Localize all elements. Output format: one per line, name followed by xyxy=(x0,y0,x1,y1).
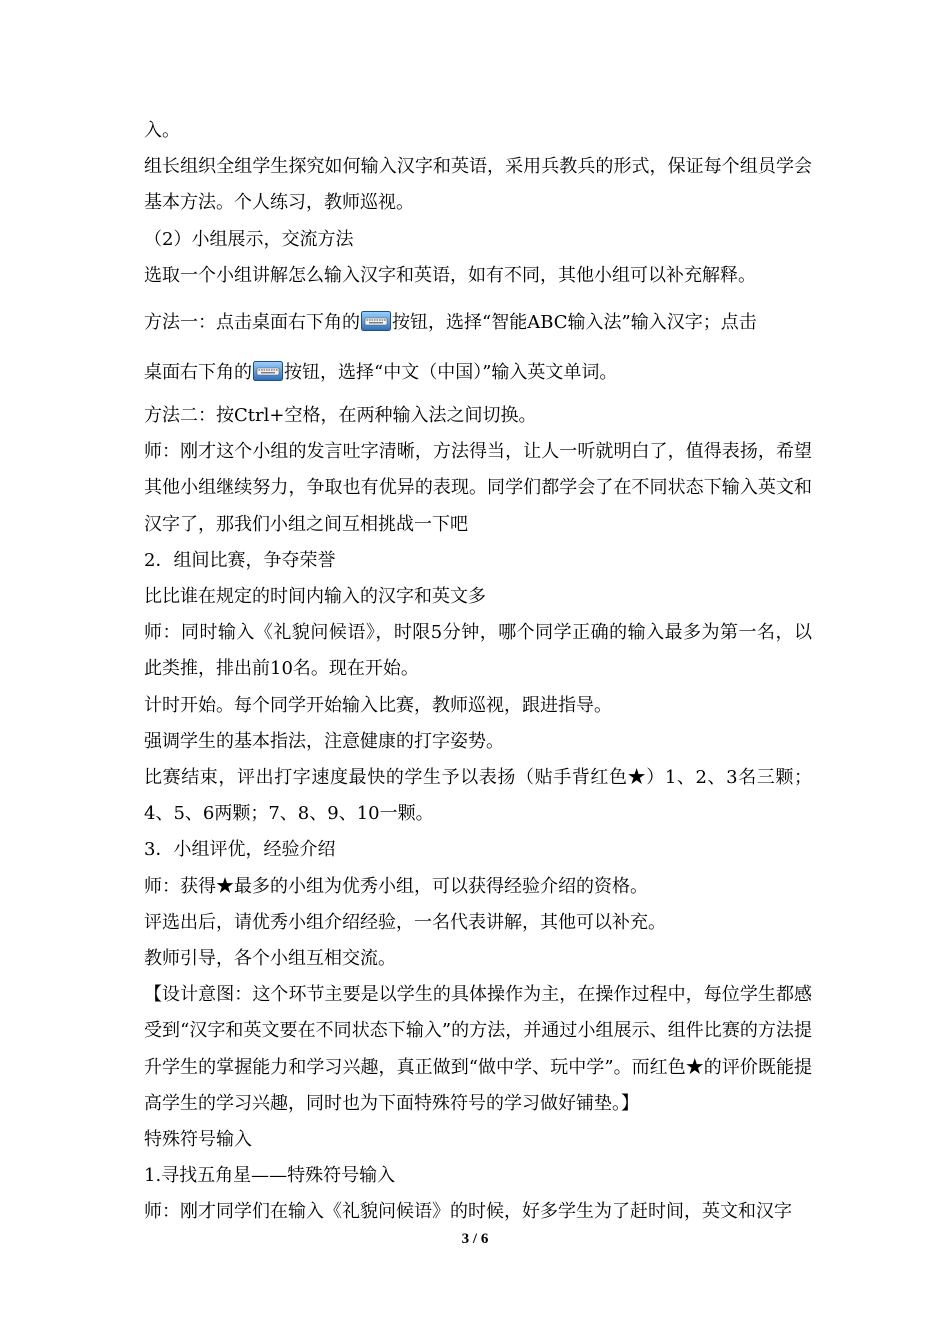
keyboard-icon xyxy=(361,301,391,321)
paragraph: 师：刚才这个小组的发言吐字清晰，方法得当，让人一听就明白了，值得表扬，希望其他小组继续努力，争取也有优异的表现。同学们都学会了在不同状态下输入英文和汉字了，那我们小组之间互相挑战一下吧 xyxy=(144,441,812,535)
text-span: 桌面右下角的 xyxy=(144,362,252,384)
paragraph-method-one xyxy=(144,298,812,348)
subsection-heading: 1.寻找五角星——特殊符号输入 xyxy=(144,1165,396,1187)
paragraph: （2）小组展示，交流方法 xyxy=(144,228,354,250)
text-span: 按钮，选择“智能ABC输入法”输入汉字；点击 xyxy=(392,312,757,334)
paragraph: 师：刚才同学们在输入《礼貌问候语》的时候，好多学生为了赶时间，英文和汉字 xyxy=(144,1201,792,1223)
section-heading: 2．组间比赛，争夺荣誉 xyxy=(144,549,336,571)
paragraph: 师：同时输入《礼貌问候语》，时限5分钟，哪个同学正确的输入最多为第一名，以此类推，排出前10名。现在开始。 xyxy=(144,622,812,680)
paragraph: 比赛结束，评出打字速度最快的学生予以表扬（贴手背红色★）1、2、3名三颗；4、5、6两颗；7、8、9、10一颗。 xyxy=(144,767,812,825)
paragraph: 选取一个小组讲解怎么输入汉字和英语，如有不同，其他小组可以补充解释。 xyxy=(144,264,756,286)
paragraph: 强调学生的基本指法，注意健康的打字姿势。 xyxy=(144,730,504,752)
section-heading: 3．小组评优，经验介绍 xyxy=(144,839,336,861)
paragraph: 师：获得★最多的小组为优秀小组，可以获得经验介绍的资格。 xyxy=(144,875,648,897)
section-heading: 特殊符号输入 xyxy=(144,1129,252,1151)
page-number: 3 / 6 xyxy=(461,1231,489,1247)
text-span: 方法一：点击桌面右下角的 xyxy=(144,312,360,334)
paragraph: 比比谁在规定的时间内输入的汉字和英文多 xyxy=(144,586,486,608)
keyboard-icon xyxy=(253,351,283,371)
document-body xyxy=(144,113,812,1231)
paragraph-method-one-cont xyxy=(144,348,812,398)
design-intent-note: 【设计意图：这个环节主要是以学生的具体操作为主，在操作过程中，每位学生都感受到“汉字和英文要在不同状态下输入”的方法，并通过小组展示、组件比赛的方法提升学生的掌握能力和学习兴趣，真正做到“做中学、玩中学”。而红色★的评价既能提高学生的学习兴趣，同时也为下面特殊符号的学习做好铺垫。】 xyxy=(144,984,812,1114)
paragraph: 计时开始。每个同学开始输入比赛，教师巡视，跟进指导。 xyxy=(144,694,612,716)
paragraph: 入。 xyxy=(144,120,180,141)
paragraph: 组长组织全组学生探究如何输入汉字和英语，采用兵教兵的形式，保证每个组员学会基本方法。个人练习，教师巡视。 xyxy=(144,156,812,214)
paragraph: 方法二：按Ctrl+空格，在两种输入法之间切换。 xyxy=(144,405,537,427)
paragraph: 教师引导，各个小组互相交流。 xyxy=(144,948,396,970)
paragraph: 评选出后，请优秀小组介绍经验，一名代表讲解，其他可以补充。 xyxy=(144,911,666,933)
text-span: 按钮，选择“中文（中国）”输入英文单词。 xyxy=(284,362,618,384)
